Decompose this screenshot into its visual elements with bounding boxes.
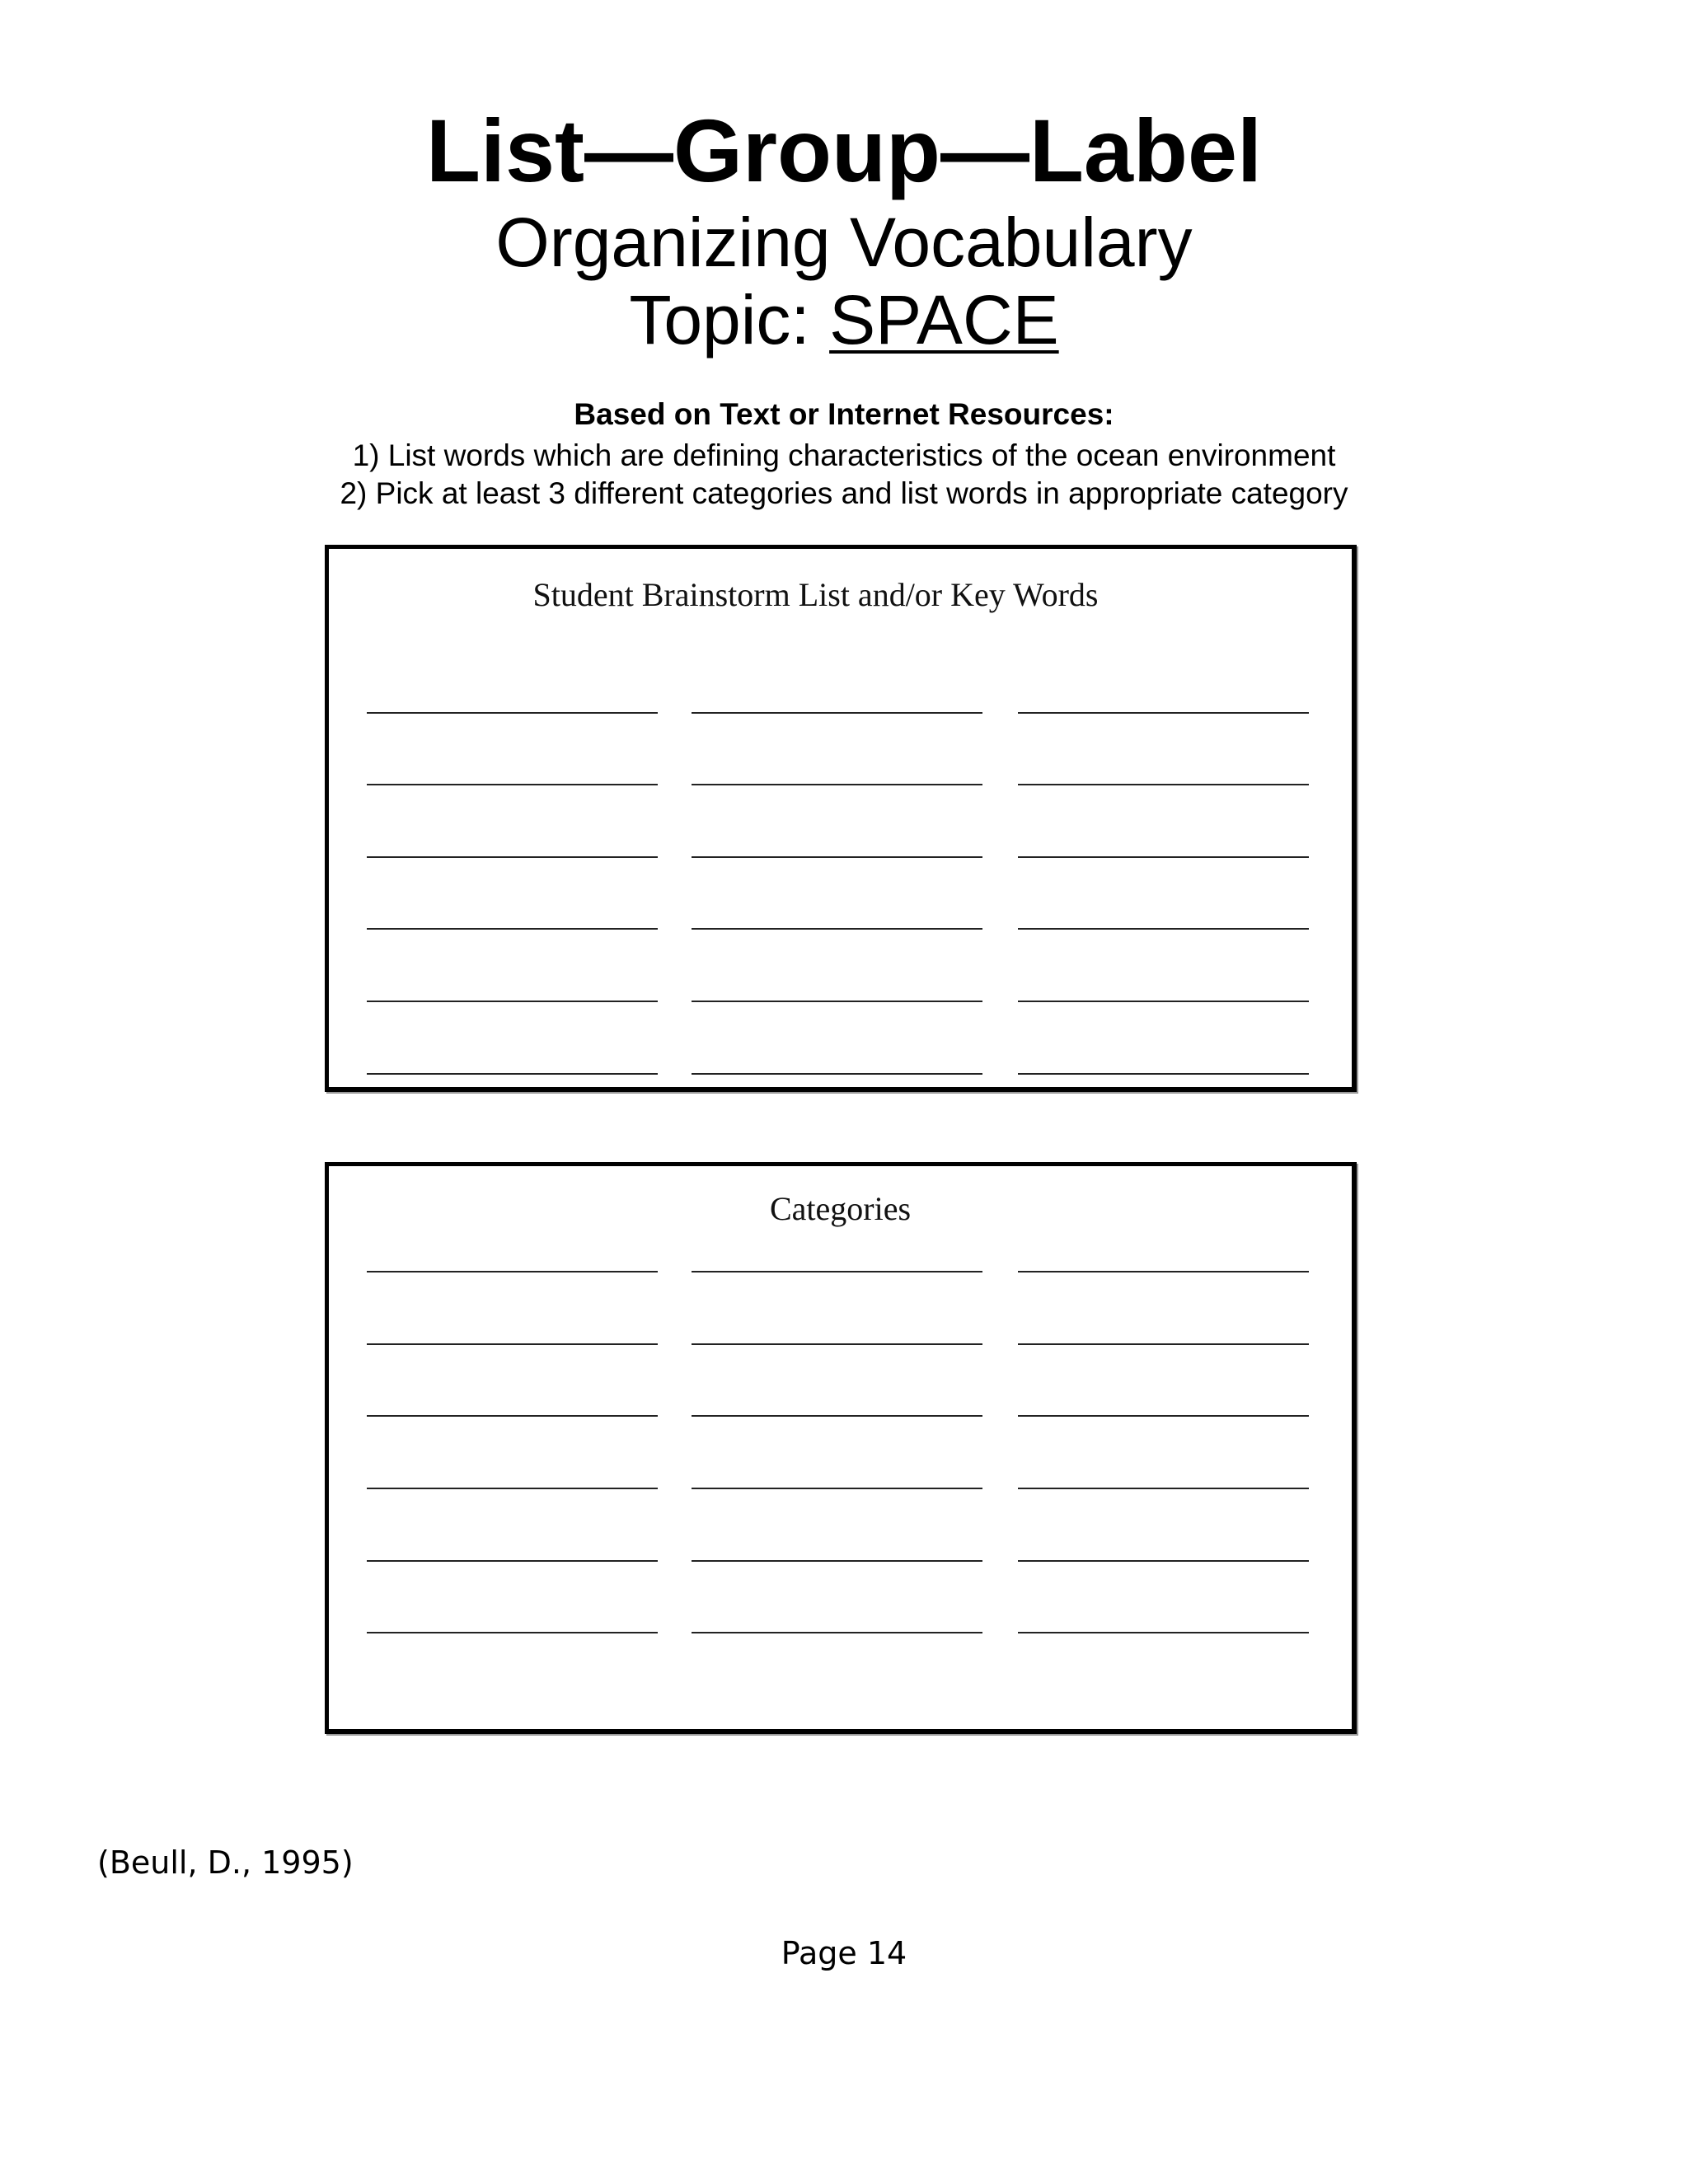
write-line[interactable] xyxy=(1018,1271,1309,1272)
write-line[interactable] xyxy=(692,928,982,930)
write-line[interactable] xyxy=(692,1073,982,1075)
write-line[interactable] xyxy=(692,1632,982,1633)
write-line[interactable] xyxy=(367,1343,658,1345)
write-line[interactable] xyxy=(1018,1488,1309,1489)
instructions-heading: Based on Text or Internet Resources: xyxy=(574,397,1114,431)
write-line[interactable] xyxy=(367,1632,658,1633)
write-line[interactable] xyxy=(1018,1632,1309,1633)
write-line[interactable] xyxy=(1018,712,1309,714)
citation: (Beull, D., 1995) xyxy=(97,1844,354,1881)
write-line[interactable] xyxy=(692,1415,982,1417)
write-line[interactable] xyxy=(367,928,658,930)
write-line[interactable] xyxy=(692,712,982,714)
brainstorm-box xyxy=(325,545,1357,1092)
write-line[interactable] xyxy=(367,1560,658,1562)
topic-line xyxy=(0,279,1688,361)
write-line[interactable] xyxy=(692,1488,982,1489)
write-line[interactable] xyxy=(1018,784,1309,785)
write-line[interactable] xyxy=(692,856,982,858)
worksheet-subtitle: Organizing Vocabulary xyxy=(495,204,1193,281)
write-line[interactable] xyxy=(692,1271,982,1272)
write-line[interactable] xyxy=(367,1271,658,1272)
brainstorm-box-heading: Student Brainstorm List and/or Key Words xyxy=(532,576,1099,613)
write-line[interactable] xyxy=(1018,1001,1309,1002)
write-line[interactable] xyxy=(1018,1560,1309,1562)
write-line[interactable] xyxy=(1018,928,1309,930)
write-line[interactable] xyxy=(692,784,982,785)
instruction-item: 1) List words which are defining characteristics of the ocean environment xyxy=(352,438,1336,472)
write-line[interactable] xyxy=(1018,1343,1309,1345)
write-line[interactable] xyxy=(367,1488,658,1489)
write-line[interactable] xyxy=(367,784,658,785)
write-line[interactable] xyxy=(1018,1073,1309,1075)
write-line[interactable] xyxy=(1018,1415,1309,1417)
topic-label: Topic: xyxy=(629,281,810,359)
write-line[interactable] xyxy=(367,1073,658,1075)
categories-box xyxy=(325,1162,1357,1734)
worksheet-title: List—Group—Label xyxy=(425,101,1263,200)
write-line[interactable] xyxy=(367,712,658,714)
write-line[interactable] xyxy=(692,1001,982,1002)
categories-box-heading: Categories xyxy=(769,1190,912,1227)
write-line[interactable] xyxy=(367,856,658,858)
instruction-item: 2) Pick at least 3 different categories and list words in appropriate category xyxy=(340,476,1348,510)
page-number: Page 14 xyxy=(781,1935,907,1971)
write-line[interactable] xyxy=(367,1001,658,1002)
topic-value: SPACE xyxy=(829,281,1059,359)
write-line[interactable] xyxy=(1018,856,1309,858)
write-line[interactable] xyxy=(692,1343,982,1345)
write-line[interactable] xyxy=(367,1415,658,1417)
write-line[interactable] xyxy=(692,1560,982,1562)
